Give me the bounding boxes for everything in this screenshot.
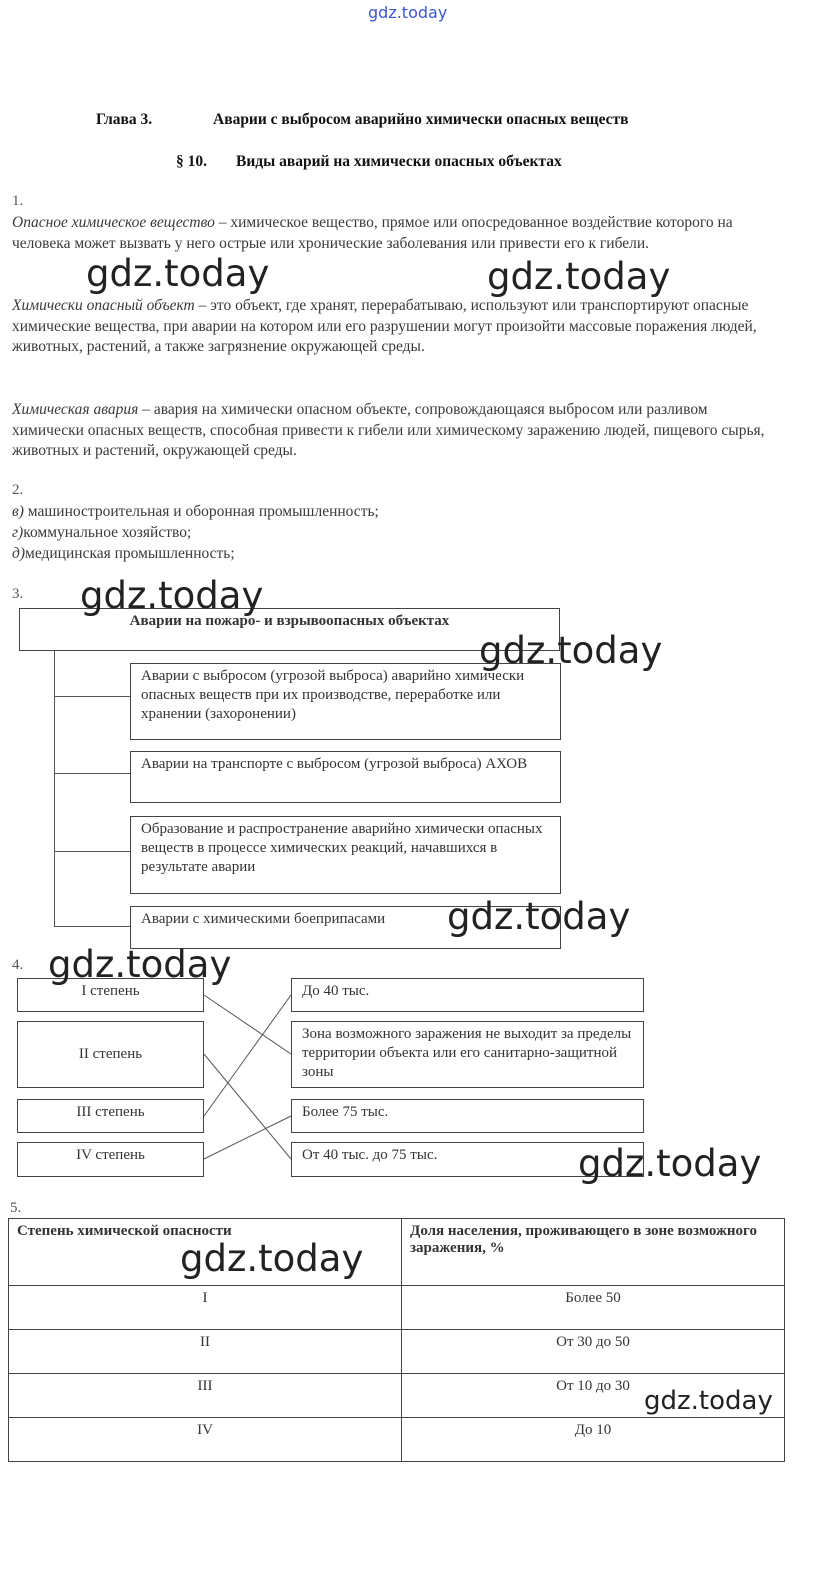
degree-label: I степень (81, 983, 140, 999)
chapter-title: Аварии с выбросом аварийно химически опасных веществ (213, 111, 629, 128)
match-line (204, 1054, 291, 1159)
table-header-degree: Степень химической опасности (9, 1219, 402, 1286)
table-cell-degree: III (9, 1374, 402, 1418)
match-line (204, 1116, 291, 1159)
chapter-label: Глава 3. (96, 111, 153, 128)
question-2-number: 2. (12, 482, 24, 498)
watermark: gdz.today (80, 574, 264, 617)
definition-text: – химическое вещество, прямое или опосредованное воздействие которого на человека может вызвать у него острые или хронические заболевания или привести его к гибели. (12, 214, 733, 252)
question-5-number: 5. (10, 1200, 22, 1216)
diagram-child-label: Аварии на транспорте с выбросом (угрозой выброса) АХОВ (141, 756, 528, 772)
section-title: Виды аварий на химически опасных объектах (236, 153, 562, 170)
match-line (204, 995, 291, 1116)
watermark: gdz.today (86, 252, 270, 295)
watermark: gdz.today (447, 895, 631, 938)
section-label: § 10. (176, 153, 207, 170)
table-cell-share: До 10 (402, 1418, 785, 1462)
table-cell-share: От 10 до 30 (402, 1374, 785, 1418)
item-text: коммунальное хозяйство; (23, 524, 192, 541)
question-3-number: 3. (12, 586, 24, 602)
item-letter: г) (12, 524, 24, 541)
table-header-share: Доля населения, проживающего в зоне возможного заражения, % (402, 1219, 785, 1286)
watermark: gdz.today (180, 1237, 364, 1280)
degree-label: II степень (78, 1046, 143, 1062)
criterion-label: Более 75 тыс. (302, 1104, 389, 1120)
watermark: gdz.today (48, 943, 232, 986)
table-cell-degree: II (9, 1330, 402, 1374)
criterion-label: До 40 тыс. (302, 983, 370, 999)
degree-label: III степень (76, 1104, 145, 1120)
watermark: gdz.today (487, 255, 671, 298)
site-watermark-top: gdz.today (368, 3, 448, 22)
item-letter: д) (12, 545, 26, 562)
diagram-child-label: Аварии с химическими боеприпасами (141, 911, 386, 927)
watermark: gdz.today (644, 1386, 773, 1416)
watermark: gdz.today (479, 629, 663, 672)
criterion-label: От 40 тыс. до 75 тыс. (302, 1147, 438, 1163)
definition-text: – это объект, где хранят, перерабатываю, используют или транспортируют опасные химические вещества, при аварии на котором или его разрушении могут произойти массовые поражения людей, животных, растений, а также загрязнение окружающей среды. (12, 297, 757, 355)
table-row (9, 1418, 785, 1462)
diagram-root-label: Аварии на пожаро- и взрывоопасных объектах (129, 613, 450, 629)
item-text: медицинская промышленность; (25, 545, 235, 562)
hazard-degree-table (8, 1218, 785, 1462)
table-row (9, 1330, 785, 1374)
question-1-number: 1. (12, 193, 24, 209)
table-cell-degree: I (9, 1286, 402, 1330)
table-header-row (9, 1219, 785, 1286)
watermark: gdz.today (578, 1142, 762, 1185)
table-row (9, 1286, 785, 1330)
criterion-label: Зона возможного заражения не выходит за пределы территории объекта или его санитарно-защитной зоны (302, 1026, 632, 1080)
question-4-number: 4. (12, 957, 24, 973)
item-letter: в) (12, 503, 24, 520)
table-cell-degree: IV (9, 1418, 402, 1462)
diagram-child-label: Аварии с выбросом (угрозой выброса) аварийно химически опасных веществ при их производстве, переработке или хранении (захоронении) (141, 668, 525, 722)
term: Химически опасный объект (12, 297, 195, 314)
degree-label: IV степень (76, 1147, 145, 1163)
table-cell-share: Более 50 (402, 1286, 785, 1330)
diagram-child-label: Образование и распространение аварийно химически опасных веществ в процессе химических реакций, начавшихся в результате аварии (141, 821, 543, 875)
match-line (204, 995, 291, 1054)
term: Химическая авария (12, 401, 139, 418)
term: Опасное химическое вещество (12, 214, 215, 231)
item-text: машиностроительная и оборонная промышленность; (23, 503, 379, 520)
table-cell-share: От 30 до 50 (402, 1330, 785, 1374)
definition-text: – авария на химически опасном объекте, сопровождающаяся выбросом или разливом химически опасных веществ, способная привести к гибели или химическому заражению людей, пищевого сырья, животных и растений, окружающей среды. (12, 401, 765, 459)
